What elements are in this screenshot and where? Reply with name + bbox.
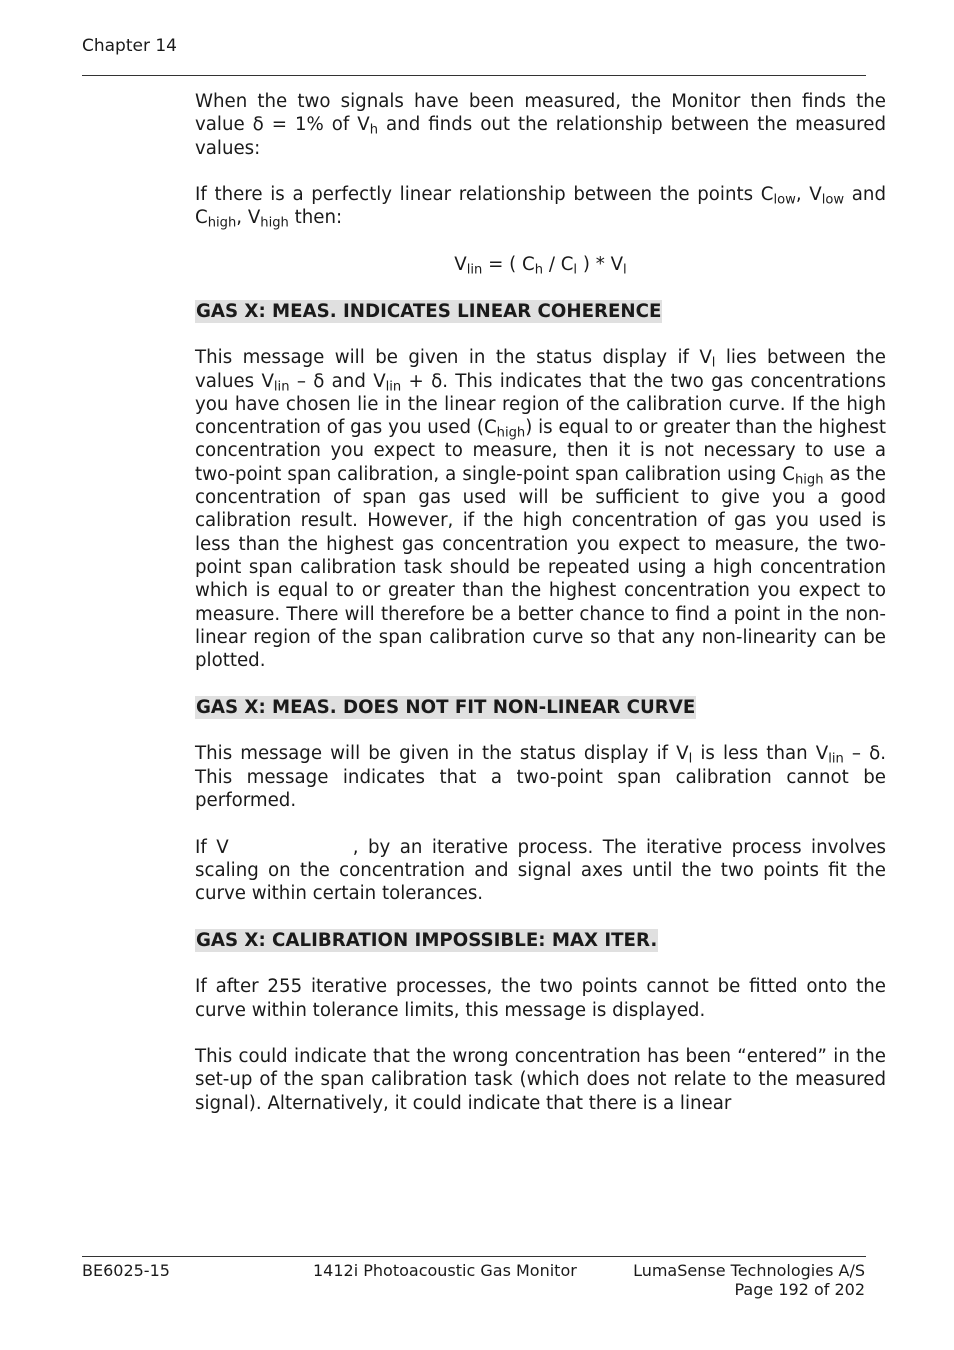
main-content (195, 90, 886, 1138)
paragraph-wrong-concentration: This could indicate that the wrong concentration has been “entered” in the set-up of the span calibration task (which does not relate to the measured signal). Alternatively, it could indicate that there is a linear (195, 1046, 886, 1114)
text-run: then: (288, 207, 343, 229)
text-run: – δ and V (289, 370, 386, 392)
paragraph-255-iterations: If after 255 iterative processes, the two points cannot be fitted onto the curve within tolerance limits, this message is displayed. (195, 976, 886, 1021)
subscript: high (496, 425, 526, 441)
text-run: , V (795, 184, 822, 206)
equation-vlin (195, 253, 886, 276)
footer-rule (82, 1256, 866, 1257)
footer-product: 1412i Photoacoustic Gas Monitor (313, 1261, 577, 1280)
text-run: When the two signals have been measured, the Monitor then finds the value δ = 1% of V (195, 91, 886, 136)
text-run: ) * V (577, 254, 624, 276)
heading-max-iter: GAS X: CALIBRATION IMPOSSIBLE: MAX ITER. (196, 929, 658, 951)
text-run: + δ. This indicates that the two gas concentrations you have chosen lie in the linear region of the calibration curve. If the high concentration of gas you used (C (195, 370, 886, 439)
subscript: high (207, 216, 237, 232)
subscript: high (260, 216, 289, 232)
paragraph-greater-than (195, 836, 886, 906)
text-run: If V (195, 836, 229, 858)
text-run: is less than V (692, 743, 829, 765)
text-run: and C (195, 184, 886, 229)
subscript: h (534, 262, 544, 278)
text-run: = ( C (482, 254, 535, 276)
text-run: and finds out the relationship between the measured values: (195, 114, 886, 159)
text-run: – δ. This message indicates that a two-point span calibration cannot be performed. (195, 743, 886, 811)
subscript: lin (828, 751, 844, 767)
heading-non-linear-curve: GAS X: MEAS. DOES NOT FIT NON-LINEAR CURVE (196, 696, 696, 718)
subscript: lin (273, 379, 290, 395)
footer-page-number: Page 192 of 202 (734, 1280, 865, 1299)
footer-doc-id: BE6025-15 (82, 1261, 170, 1280)
subscript: l (623, 262, 627, 278)
text-run: ) is equal to or greater than the highest concentration you expect to measure, then it is not necessary to use a two-point span calibration, a single-point span calibration using C (195, 417, 886, 485)
text-run: If there is a perfectly linear relationship between the points C (195, 184, 774, 206)
subscript: l (573, 262, 578, 278)
text-run: , by an iterative process. The iterative process involves scaling on the concentration and signal axes until the two points fit the curve within certain tolerances. (195, 836, 886, 905)
paragraph-linear-coherence (195, 346, 886, 672)
text-run: / C (543, 254, 574, 276)
text-run: , V (236, 207, 261, 229)
subscript: low (773, 192, 796, 208)
subscript: l (711, 355, 716, 371)
text-run: V (454, 254, 467, 276)
paragraph-linear-relationship (195, 183, 886, 230)
header-rule (82, 75, 866, 76)
subscript: high (794, 472, 824, 488)
subscript: lin (466, 262, 483, 278)
subscript: l (688, 751, 693, 767)
heading-linear-coherence: GAS X: MEAS. INDICATES LINEAR COHERENCE (196, 300, 662, 322)
text-run: This message will be given in the status display if V (195, 743, 689, 765)
paragraph-delta (195, 90, 886, 160)
subscript: h (369, 122, 379, 138)
footer-company: LumaSense Technologies A/S (633, 1261, 865, 1280)
paragraph-less-than (195, 742, 886, 812)
subscript: lin (385, 379, 402, 395)
text-run: as the concentration of span gas used will be sufficient to give you a good calibration result. However, if the high concentration of gas you used is less than the highest gas concentration you expect to measure, the two-point span calibration task should be repeated using a high concentration which is equal to or greater than the highest concentration you expect to measure. There will therefore be a better chance to find a point in the non-linear region of the span calibration curve so that any non-linearity can be plotted. (195, 463, 886, 672)
text-run: This message will be given in the status display if V (195, 347, 712, 369)
subscript: low (821, 192, 845, 208)
chapter-title: Chapter 14 (82, 36, 178, 56)
text-run: lies between the values V (195, 347, 886, 392)
